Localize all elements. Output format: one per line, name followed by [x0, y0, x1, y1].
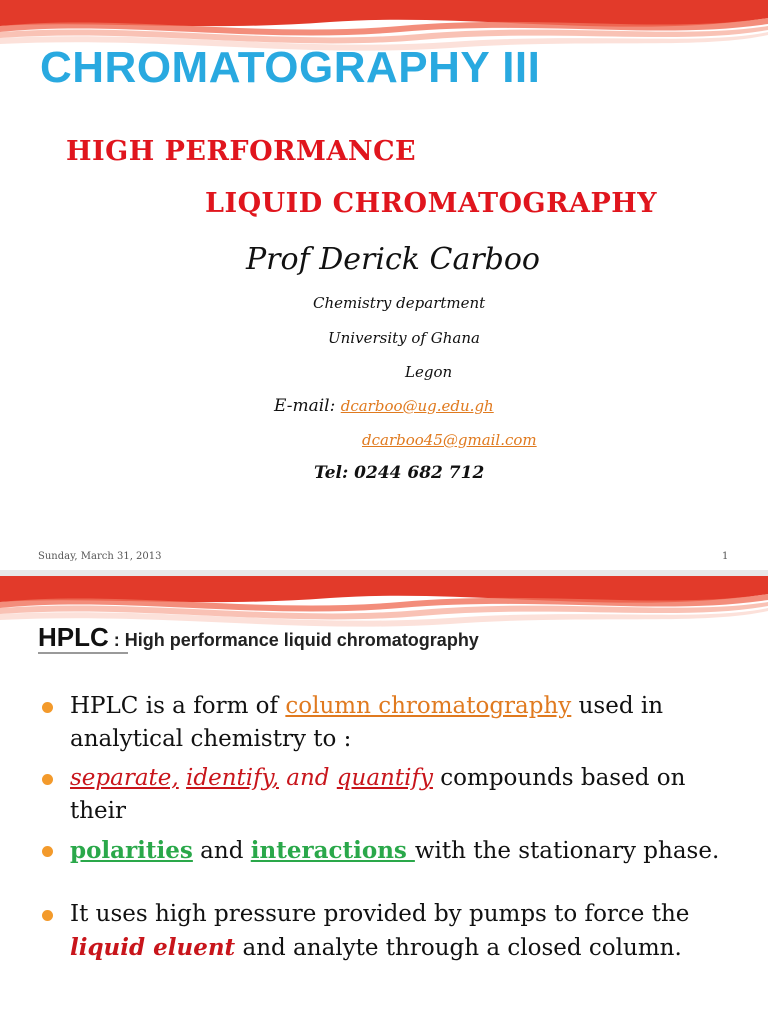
keyword-interactions: interactions	[250, 837, 415, 864]
subtitle-line-1: HIGH PERFORMANCE	[66, 136, 417, 167]
presenter-name: Prof Derick Carboo	[246, 242, 540, 277]
email-label: E-mail:	[274, 396, 336, 416]
bullet-text: HPLC is a form of	[70, 693, 286, 719]
slide-title: CHROMATOGRAPHY III	[40, 43, 541, 92]
department: Chemistry department	[313, 294, 486, 312]
keyword-separate: separate,	[70, 765, 179, 791]
page-number: 1	[722, 551, 729, 562]
title-expansion: : High performance liquid chromatography	[108, 630, 479, 650]
subtitle-line-2: LIQUID CHROMATOGRAPHY	[205, 188, 658, 219]
hplc-slide	[0, 576, 768, 1024]
bullet-item	[40, 762, 730, 828]
keyword-liquid-eluent: liquid eluent	[70, 934, 236, 961]
footer-date: Sunday, March 31, 2013	[38, 551, 162, 562]
bullet-text: used in analytical chemistry to :	[70, 693, 664, 752]
email-row-2	[362, 433, 537, 449]
university: University of Ghana	[328, 329, 480, 347]
bullet-text: and	[278, 765, 337, 791]
city: Legon	[405, 363, 453, 381]
telephone: Tel: 0244 682 712	[314, 463, 485, 483]
bullet-item	[40, 690, 730, 756]
slide-title	[38, 624, 479, 650]
bullet-text: and analyte through a closed column.	[235, 935, 682, 961]
bullet-text: compounds based on their	[70, 765, 686, 824]
bullet-list	[40, 690, 730, 971]
bullet-text: and	[192, 838, 251, 864]
keyword-link[interactable]: column chromatography	[285, 693, 572, 719]
bullet-item	[40, 898, 730, 965]
keyword-identify: identify,	[186, 765, 279, 791]
keyword-polarities: polarities	[70, 837, 193, 864]
title-acronym: HPLC	[38, 622, 109, 652]
keyword-quantify: quantify	[336, 765, 433, 791]
bullet-text: with the stationary phase.	[414, 838, 720, 864]
bullet-text: It uses high pressure provided by pumps to force the	[70, 901, 690, 927]
email-row	[274, 398, 494, 415]
bullet-item	[40, 834, 730, 868]
title-underline	[38, 652, 128, 654]
email-link-1[interactable]: dcarboo@ug.edu.gh	[340, 397, 494, 415]
email-link-2[interactable]: dcarboo45@gmail.com	[362, 431, 537, 449]
